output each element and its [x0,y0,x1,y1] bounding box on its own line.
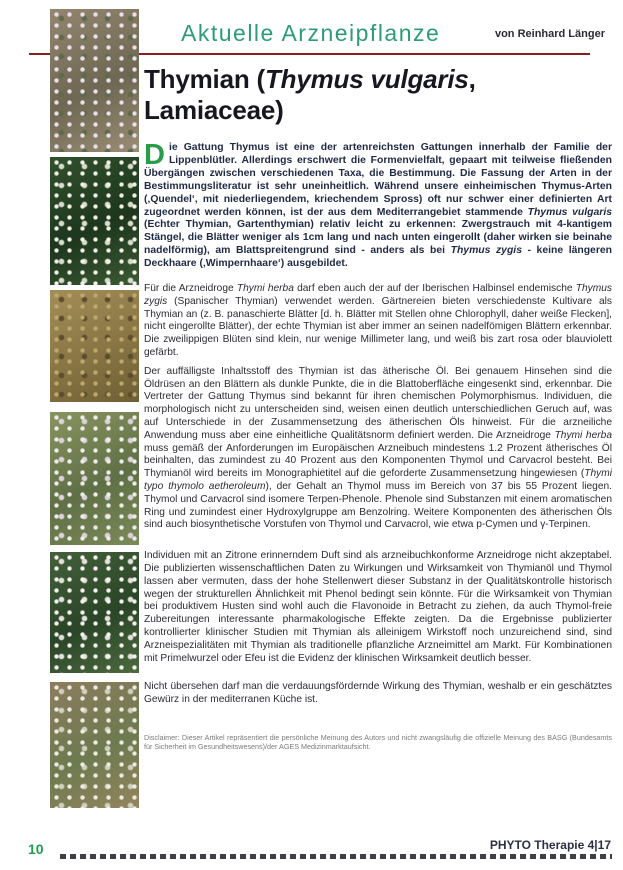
dried-thyme-herb-photo [50,290,139,402]
footer-dashed-rule [60,854,612,859]
page-number: 10 [28,841,44,857]
paragraph-efficacy: Individuen mit an Zitrone erinnerndem Duft sind als arzneibuchkonforme Arzneidroge nicht akzeptabel. Die publizierten wissenschaftlichen Daten zu Wirkungen und Wirksamkeit von Thymianöl und Thymol lassen aber vermuten, dass der hohe Stellenwert dieser Substanz in der Qualitätskontrolle historisch wegen der strukturellen Ähnlichkeit mit Phenol bedingt sein könnte. Für die Wirksamkeit von Thymian bei produktivem Husten sind wohl auch die Flavonoide in Betracht zu ziehen, da auch Thymol-freie Zubereitungen interessante pharmakologische Effekte zeigten. Da die Ergebnisse publizierter kontrollierter klinischer Studien mit Thymian als alleinigem Wirkstoff noch unzureichend sind, sind Arzneispezialitäten mit Thymian als traditionelle pflanzliche Arzneimittel am Markt. Für Kombinationen mit Primelwurzel oder Efeu ist die Evidenz der klinischen Wirksamkeit deutlich besser. [144,550,612,664]
article-column [144,64,612,752]
article-title: Thymian (Thymus vulgaris, Lamiaceae) [144,64,476,125]
flowering-thyme-shrub-photo [50,412,139,545]
thyme-white-flowers-dark-foliage-photo [50,157,139,285]
disclaimer-text: Disclaimer: Dieser Artikel repräsentiert die persönliche Meinung des Autors und nicht zwangsläufig die offizielle Meinung des BASG (Bundesamts für Sicherheit im Gesundheitswesens)/der AGES Medizinmarktaufsicht. [144,732,612,752]
intro-paragraph [144,139,613,271]
paragraph-digestive: Nicht übersehen darf man die verdauungsfördernde Wirkung des Thymian, weshalb er ein geschätztes Gewürz in der mediterranen Küche ist. [144,681,612,706]
section-title: Aktuelle Arzneipflanze [181,20,441,46]
paragraph-essential-oil: Der auffälligste Inhaltsstoff des Thymian ist das ätherische Öl. Bei genauem Hinsehen sind die Öldrüsen an den Blättern als dunkle Punkte, die in die Blattoberfläche eingesenkt sind, erkennbar. Die Vertreter der Gattung Thymus sind bekannt für ihren chemischen Polymorphismus. Individuen, die morphologisch nicht zu unterscheiden sind, weisen einen deutlich unterschiedlichen Geruch auf, was auf Unterschiede in der Zusammensetzung des ätherischen Öls hinweist. Für die arzneiliche Anwendung muss aber eine einheitliche Qualitätsnorm definiert werden. Die Arzneidroge Thymi herba muss gemäß der Anforderungen im Europäischen Arzneibuch mindestens 1.2 Prozent ätherisches Öl beinhalten, das zumindest zu 40 Prozent aus den Komponenten Thymol und Carvacrol besteht. Bei Thymianöl wird bereits im Monographietitel auf die geforderte Zusammensetzung hingewiesen (Thymi typo thymolo aetheroleum), der Gehalt an Thymol muss im Bereich von 37 bis 55 Prozent liegen. Thymol und Carvacrol sind isomere Terpen-Phenole. Phenole sind Substanzen mit einem aromatischen Ring und zumindest einer Hydroxylgruppe am Benzolring. Weitere Komponenten des ätherischen Öls sind auch biosynthetische Vorstufen von Thymol und Carvacrol, wie etwa p-Cymen und γ-Terpinen. [144,365,612,531]
dropcap-letter: D [144,139,165,171]
thyme-flower-clusters-closeup-photo [50,552,139,673]
journal-title: PHYTO Therapie 4|17 [489,838,611,852]
paragraph-drug-sources: Für die Arzneidroge Thymi herba darf eben auch der auf der Iberischen Halbinsel endemische Thymus zygis (Spanischer Thymian) verwendet werden. Gärtnereien bieten verschiedenste Kultivare als Thymian an (z. B. panaschierte Blätter [d. h. Blätter mit Stellen ohne Chlorophyll, daher weiße Flecken], nicht eingerollte Blätter), der echte Thymian ist aber immer an seinen nadelfömigen Blättern erkennbar. Die zweilippigen Blüten sind klein, nur wenige Millimeter lang, und weiß bis zart rosa oder blauviolett gefärbt. [144,283,612,359]
intro-text: ie Gattung Thymus ist eine der artenreichsten Gattungen innerhalb der Familie der Lippenblütler. Allerdings erschwert die Formenvielfalt, gepaart mit teilweise fließenden Übergängen zwischen verschiedenen Taxa, die Bestimmung. Die Fassung der Arten in der Bestimmungsliteratur ist sehr uneinheitlich. Während unsere einheimischen Thymus-Arten (‚Quendel‘, mit niederliegendem, kriechendem Spross) oft nur schwer einer definierten Art zugeordnet werden können, ist der aus dem Mediterrangebiet stammende Thymus vulgaris (Echter Thymian, Gartenthymian) relativ leicht zu erkennen: Zwergstrauch mit 4-kantigem Stängel, die Blätter weniger als 1cm lang und nach unten eingerollt (daher wirken sie beinahe nadelförmig), am Blattspreitengrund sind - anders als bei Thymus zygis - keine längeren Deckhaare (‚Wimpernhaare‘) ausgebildet. [144,142,613,270]
thyme-flowers-tan-background-photo [50,682,139,808]
author-byline: von Reinhard Länger [494,28,605,40]
thyme-plants-on-rocky-wall-photo [50,9,139,152]
